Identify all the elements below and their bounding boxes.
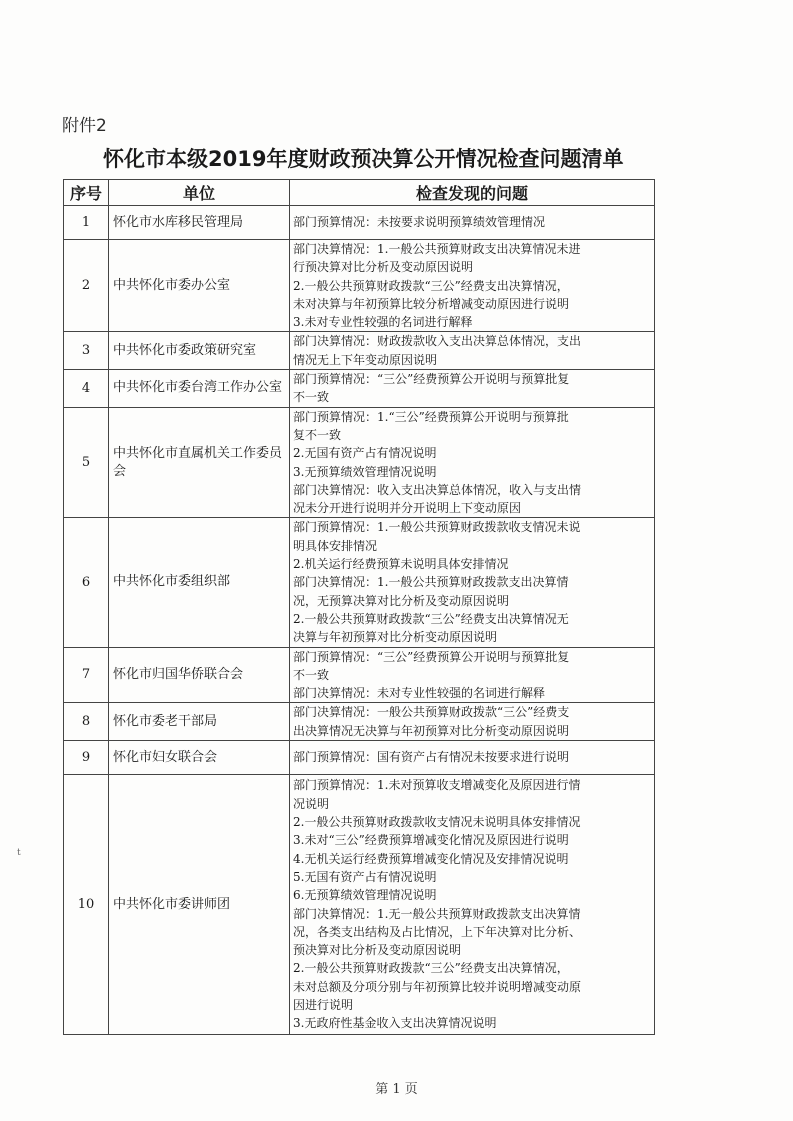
table-row (64, 703, 655, 741)
row-unit: 怀化市水库移民管理局 (109, 206, 290, 240)
issue-line: 部门决算情况：1.一般公共预算财政支出决算情况未进 (293, 242, 581, 256)
issue-line: 未对决算与年初预算比较分析增减变动原因进行说明 (293, 296, 570, 311)
issue-line: 部门决算情况：未对专业性较强的名词进行解释 (293, 686, 546, 701)
row-issues (290, 332, 655, 370)
table-body (64, 206, 655, 1035)
row-issues (290, 370, 655, 408)
table-row (64, 775, 655, 1035)
issue-line: 况说明 (293, 796, 330, 811)
row-number: 2 (64, 240, 109, 332)
issue-line: 2.一般公共预算财政拨款收支情况未说明具体安排情况 (293, 815, 581, 830)
issue-line: 2.一般公共预算财政拨款“三公”经费支出决算情况无 (293, 611, 569, 626)
row-number: 10 (64, 775, 109, 1035)
row-number: 3 (64, 332, 109, 370)
table-row (64, 240, 655, 332)
row-unit: 怀化市妇女联合会 (109, 741, 290, 775)
issue-line: 部门决算情况：一般公共预算财政拨款“三公”经费支 (293, 705, 570, 720)
issue-line: 复不一致 (293, 427, 342, 442)
issue-line: 况，各类支出结构及占比情况，上下年决算对比分析、 (293, 924, 582, 939)
margin-mark: t (17, 848, 21, 858)
table-row (64, 370, 655, 408)
row-number: 7 (64, 647, 109, 703)
header-issues: 检查发现的问题 (290, 180, 655, 206)
issue-line: 3.未对专业性较强的名词进行解释 (293, 315, 473, 330)
issue-line: 情况无上下年变动原因说明 (293, 352, 438, 367)
document-title: 怀化市本级2019年度财政预决算公开情况检查问题清单 (103, 147, 624, 171)
row-unit: 怀化市归国华侨联合会 (109, 647, 290, 703)
row-issues (290, 775, 655, 1035)
row-issues (290, 741, 655, 775)
table-row (64, 647, 655, 703)
table-header-row (64, 180, 655, 206)
issue-line: 因进行说明 (293, 998, 354, 1012)
row-number: 4 (64, 370, 109, 408)
row-number: 1 (64, 206, 109, 240)
issue-line: 2.机关运行经费预算未说明具体安排情况 (293, 557, 509, 572)
issue-line: 明具体安排情况 (293, 538, 378, 553)
row-issues (290, 407, 655, 518)
issue-line: 不一致 (293, 667, 330, 682)
row-issues (290, 206, 655, 240)
issue-line: 部门预算情况：国有资产占有情况未按要求进行说明 (293, 750, 570, 765)
issue-line: 部门预算情况：“三公”经费预算公开说明与预算批复 (293, 649, 570, 664)
row-unit: 中共怀化市委台湾工作办公室 (109, 370, 290, 408)
issue-line: 出决算情况无决算与年初预算对比分析变动原因说明 (293, 723, 570, 738)
row-number: 5 (64, 407, 109, 518)
row-unit: 中共怀化市委政策研究室 (109, 332, 290, 370)
issue-line: 3.无预算绩效管理情况说明 (293, 464, 437, 479)
row-issues (290, 518, 655, 647)
table-row (64, 206, 655, 240)
issue-line: 3.无政府性基金收入支出决算情况说明 (293, 1016, 497, 1031)
issue-line: 预决算对比分析及变动原因说明 (293, 943, 462, 958)
issue-line: 未对总额及分项分别与年初预算比较并说明增减变动原 (293, 979, 582, 994)
issue-line: 3.未对“三公”经费预算增减变化情况及原因进行说明 (293, 833, 569, 848)
header-unit: 单位 (109, 180, 290, 206)
issue-line: 2.一般公共预算财政拨款“三公”经费支出决算情况， (293, 278, 569, 293)
issue-line: 4.无机关运行经费预算增减变化情况及安排情况说明 (293, 851, 569, 866)
table-row (64, 518, 655, 647)
issue-line: 部门预算情况：1.一般公共预算财政拨款收支情况未说 (293, 520, 581, 535)
issue-line: 部门决算情况：收入支出决算总体情况，收入与支出情 (293, 482, 582, 497)
issue-line: 2.无国有资产占有情况说明 (293, 446, 437, 461)
row-issues (290, 647, 655, 703)
table-row (64, 741, 655, 775)
issue-line: 部门决算情况：1.无一般公共预算财政拨款支出决算情 (293, 906, 581, 921)
row-unit: 中共怀化市委讲师团 (109, 775, 290, 1035)
row-unit: 中共怀化市委组织部 (109, 518, 290, 647)
issue-line: 2.一般公共预算财政拨款“三公”经费支出决算情况， (293, 961, 569, 976)
issues-table (63, 179, 655, 1035)
issue-line: 况未分开进行说明并分开说明上下变动原因 (293, 501, 522, 516)
issue-line: 部门决算情况：1.一般公共预算财政拨款支出决算情 (293, 575, 569, 590)
row-unit: 中共怀化市委办公室 (109, 240, 290, 332)
header-no: 序号 (64, 180, 109, 206)
row-unit: 中共怀化市直属机关工作委员会 (109, 407, 290, 518)
row-number: 6 (64, 518, 109, 647)
issue-line: 不一致 (293, 390, 330, 405)
issue-line: 部门预算情况：1.未对预算收支增减变化及原因进行情 (293, 778, 581, 793)
row-unit: 怀化市委老干部局 (109, 703, 290, 741)
issue-line: 部门预算情况：1.“三公”经费预算公开说明与预算批 (293, 409, 569, 424)
issue-line: 6.无预算绩效管理情况说明 (293, 888, 437, 903)
issue-line: 部门预算情况：未按要求说明预算绩效管理情况 (293, 215, 546, 230)
issue-line: 行预决算对比分析及变动原因说明 (293, 260, 474, 275)
issue-line: 况，无预算决算对比分析及变动原因说明 (293, 593, 510, 608)
issue-line: 部门预算情况：“三公”经费预算公开说明与预算批复 (293, 372, 570, 387)
attachment-label: 附件2 (62, 116, 107, 136)
issue-line: 部门决算情况：财政拨款收入支出决算总体情况，支出 (293, 334, 582, 349)
row-number: 9 (64, 741, 109, 775)
table-row (64, 332, 655, 370)
issue-line: 决算与年初预算对比分析变动原因说明 (293, 630, 498, 645)
row-number: 8 (64, 703, 109, 741)
issue-line: 5.无国有资产占有情况说明 (293, 869, 437, 884)
table-row (64, 407, 655, 518)
row-issues (290, 240, 655, 332)
row-issues (290, 703, 655, 741)
page-number: 第 1 页 (375, 1082, 418, 1097)
